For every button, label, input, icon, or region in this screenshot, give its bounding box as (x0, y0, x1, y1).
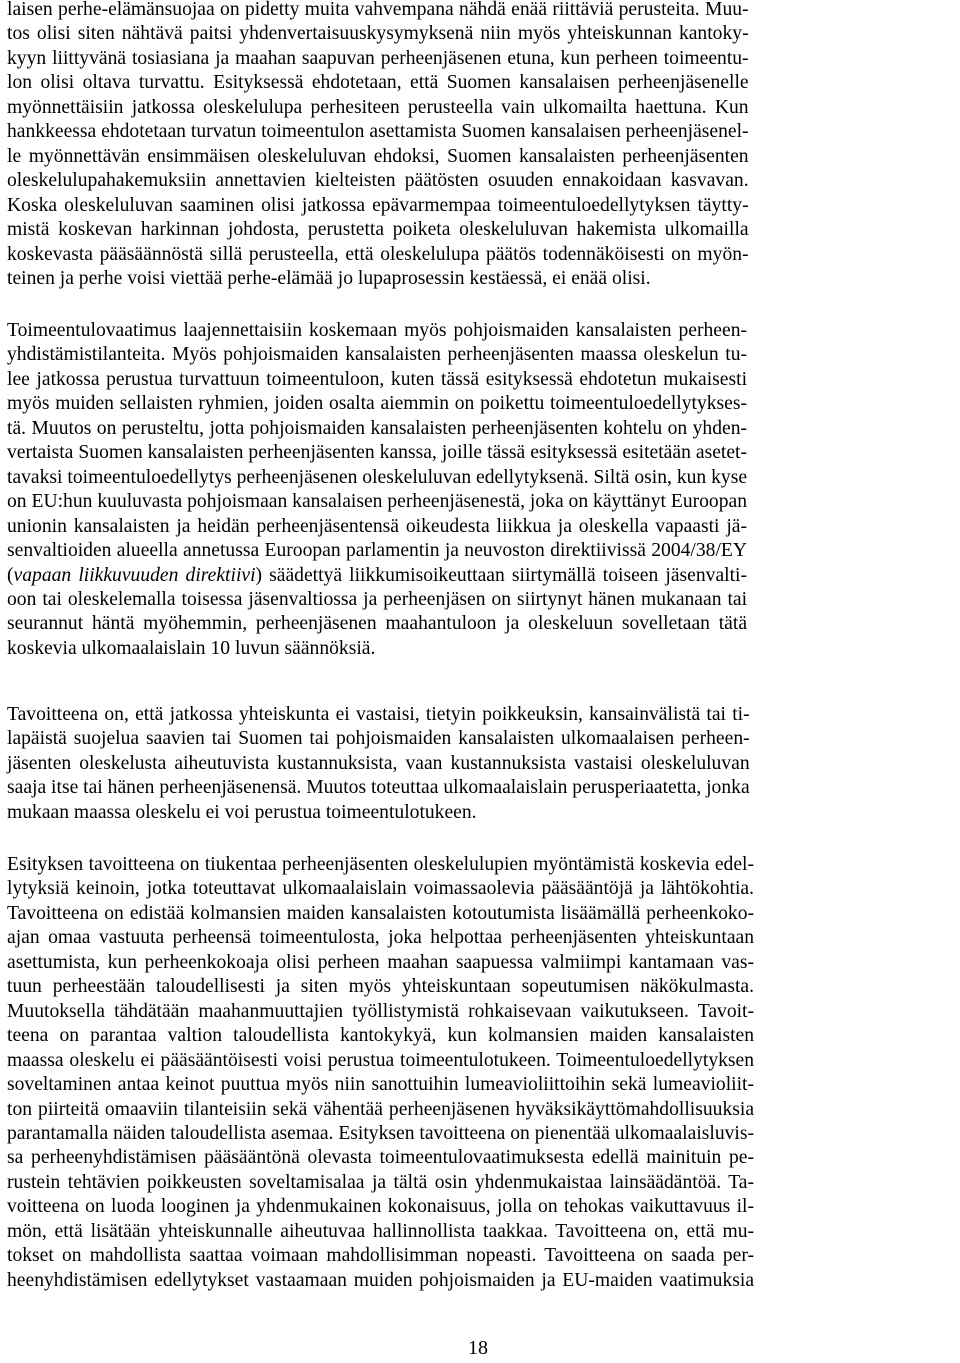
text-line: tavaksi toimeentuloedellytys perheenjäsenen oleskeluluvan edellytyksenä. Siltä osin, kun kyse (7, 466, 748, 488)
text-line: lee jatkossa perustua turvattuun toimeentuloon, kuten tässä esityksessä ehdotetun mukaisesti (7, 368, 748, 390)
text-line: laisen perhe-elämänsuojaa on pidetty muita vahvempana nähdä enää riittäviä perusteita. Muu- (7, 0, 749, 20)
paragraph-3 (7, 703, 750, 825)
text-line: jäsenten oleskelusta aiheutuvista kustannuksista, vaan kustannuksista vastaisi oleskeluluvan (7, 752, 750, 774)
text-line: Esityksen tavoitteena on tiukentaa perheenjäsenten oleskelulupien myöntämistä koskevia edel- (7, 854, 755, 875)
text-line: myönnettäisiin jatkossa oleskelulupa perhesiteen perusteella vain ulkomailta haettuna. Kun (7, 96, 749, 118)
text-line: maassa oleskelu ei pääsääntöisesti voisi perustua toimeentulotukeen. Toimeentuloedellytyksen (7, 1049, 755, 1071)
text-line: mön, että lisätään yhteiskunnalle aiheutuvaa hallinnollista taakkaa. Tavoitteena on, että mu- (7, 1220, 755, 1242)
text-line: kyyn liittyvänä tosiasiana ja maahan saapuvan perheenjäsenen etuna, kun perheen toimeentu- (7, 47, 749, 69)
text-line: Tavoitteena on, että jatkossa yhteiskunta ei vastaisi, tietyin poikkeuksin, kansainvälistä tai ti- (7, 704, 750, 725)
text-line: mukaan maassa oleskelu ei voi perustua toimeentulotukeen. (7, 801, 477, 823)
text-line: saaja itse tai hänen perheenjäsenensä. Muutos toteuttaa ulkomaalaislain perusperiaatetta, jonka (7, 777, 750, 799)
text-line: heenyhdistämisen edellytykset vastaamaan muiden pohjoismaiden ja EU-maiden vaatimuksia (7, 1269, 755, 1291)
text-line: koskevasta pääsäännöstä sillä perusteella, että oleskelulupa päätös todennäköisesti on myön- (7, 243, 749, 265)
text-line: tokset on mahdollista saattaa voimaan mahdollisimman nopeasti. Tavoitteena on saada per- (7, 1245, 755, 1267)
text-line: voitteena on luoda looginen ja yhdenmukainen kokonaisuus, jolla on tehokas vaikuttavuus il- (7, 1196, 755, 1218)
page-number: 18 (468, 1337, 488, 1359)
text-line: Koska oleskeluluvan saaminen olisi jatkossa epävarmempaa toimeentuloedellytyksen täytty- (7, 194, 749, 216)
text-line: teinen ja perhe voisi viettää perhe-elämää jo lupaprosessin kestäessä, ei enää olisi. (7, 267, 651, 289)
text-line: asettumista, kun perheenkokoaja olisi perheen maahan saapuessa valmiimpi kantamaan vas- (7, 951, 755, 973)
paragraph-1 (7, 0, 749, 291)
text-line: parantamalla näiden taloudellista asemaa. Esityksen tavoitteena on pienentää ulkomaalaisluvis- (7, 1122, 755, 1144)
text-line: Tavoitteena on edistää kolmansien maiden kansalaisten kotoutumista lisäämällä perheenkoko- (7, 902, 755, 924)
text-line: lon olisi oltava turvattu. Esityksessä ehdotetaan, että Suomen kansalaisen perheenjäsenelle (7, 72, 749, 94)
text-line: tuun perheestään taloudellisesti ja siten myös yhteiskuntaan sopeutumisen näkökulmasta. (7, 976, 755, 998)
text-line: le myönnettävän ensimmäisen oleskeluluvan ehdoksi, Suomen kansalaisten perheenjäsenten (7, 145, 749, 167)
text-line: on EU:hun kuuluvasta pohjoismaan kansalaisen perheenjäsenestä, joka on käyttänyt Euroopan (7, 491, 748, 513)
text-line: teena on parantaa valtion taloudellista kantokykyä, kun kolmansien maiden kansalaisten (7, 1025, 755, 1047)
text-line: tä. Muutos on perusteltu, jotta pohjoismaiden kansalaisten perheenjäsenten kohtelu on yhden- (7, 417, 748, 439)
text-line: myös muiden sellaisten ryhmien, joiden osalta aiemmin on poikettu toimeentuloedellytykses- (7, 393, 748, 415)
text-line: koskevia ulkomaalaislain 10 luvun säännöksiä. (7, 637, 376, 659)
text-line: Muutoksella tähdätään maahanmuuttajien työllistymistä rohkaisevaan vaikutukseen. Tavoit- (7, 1000, 755, 1022)
text-line: unionin kansalaisten ja heidän perheenjäsentensä oikeudesta liikkua ja oleskella vapaasti jä- (7, 515, 748, 537)
text-line: tos olisi siten nähtävä paitsi yhdenvertaisuuskysymyksenä niin myös yhteiskunnan kantoky- (7, 23, 749, 45)
text-line: lytyksiä keinoin, jotka toteuttavat ulkomaalaislain voimassaolevia pääsääntöjä ja lähtökohtia. (7, 878, 755, 900)
text-line: rustein tehtävien poikkeusten soveltamisalaa ja tältä osin yhdenmukaistaa lainsäädäntöä. Ta- (7, 1171, 755, 1193)
text-line: oleskelulupahakemuksiin annettavien kielteisten päätösten osuuden ennakoidaan kasvavan. (7, 170, 749, 192)
text-line: yhdistämistilanteita. Myös pohjoismaiden kansalaisten perheenjäsenten maassa oleskelun tu- (7, 344, 748, 366)
text-line: ton piirteitä omaaviin tilanteisiin sekä vähentää perheenjäsenen hyväksikäyttömahdollisuuksia (7, 1098, 755, 1120)
text-line: hankkeessa ehdotetaan turvatun toimeentulon asettamista Suomen kansalaisen perheenjäsenel- (7, 121, 749, 143)
text-line: Toimeentulovaatimus laajennettaisiin koskemaan myös pohjoismaiden kansalaisten perheen- (7, 320, 748, 341)
text-line: (vapaan liikkuvuuden direktiivi) säädettyä liikkumisoikeuttaan siirtymällä toiseen jäsenvalti- (7, 564, 748, 586)
text-line: vertaista Suomen kansalaisten perheenjäsenten kanssa, joille tässä esityksessä esitetään asetet- (7, 442, 748, 464)
text-line: ajan omaa vastuuta perheensä toimeentulosta, joka helpottaa perheenjäsenten yhteiskuntaan (7, 927, 755, 949)
text-line: soveltaminen antaa keinot puuttua myös niin sanottuihin lumeavioliittoihin sekä lumeavioliit- (7, 1074, 755, 1096)
text-line: senvaltioiden alueella annetussa Euroopan parlamentin ja neuvoston direktiivissä 2004/38/EY (7, 540, 748, 562)
text-line: sa perheenyhdistämisen pääsääntönä olevasta toimeentulovaatimuksesta edellä mainituin pe- (7, 1147, 755, 1169)
paragraph-2 (7, 319, 747, 661)
text-line: mistä koskevan harkinnan johdosta, perustetta poiketa oleskeluluvan hakemista ulkomailla (7, 219, 749, 241)
text-line: lapäistä suojelua saavien tai Suomen tai pohjoismaiden kansalaisten ulkomaalaisen perheen- (7, 728, 750, 750)
text-line: oon tai oleskelemalla toisessa jäsenvaltiossa ja perheenjäsen on siirtynyt hänen mukanaan tai (7, 588, 748, 610)
text-line: seurannut häntä myöhemmin, perheenjäsenen maahantuloon ja oleskeluun sovelletaan tätä (7, 613, 748, 635)
paragraph-4 (7, 853, 754, 1293)
